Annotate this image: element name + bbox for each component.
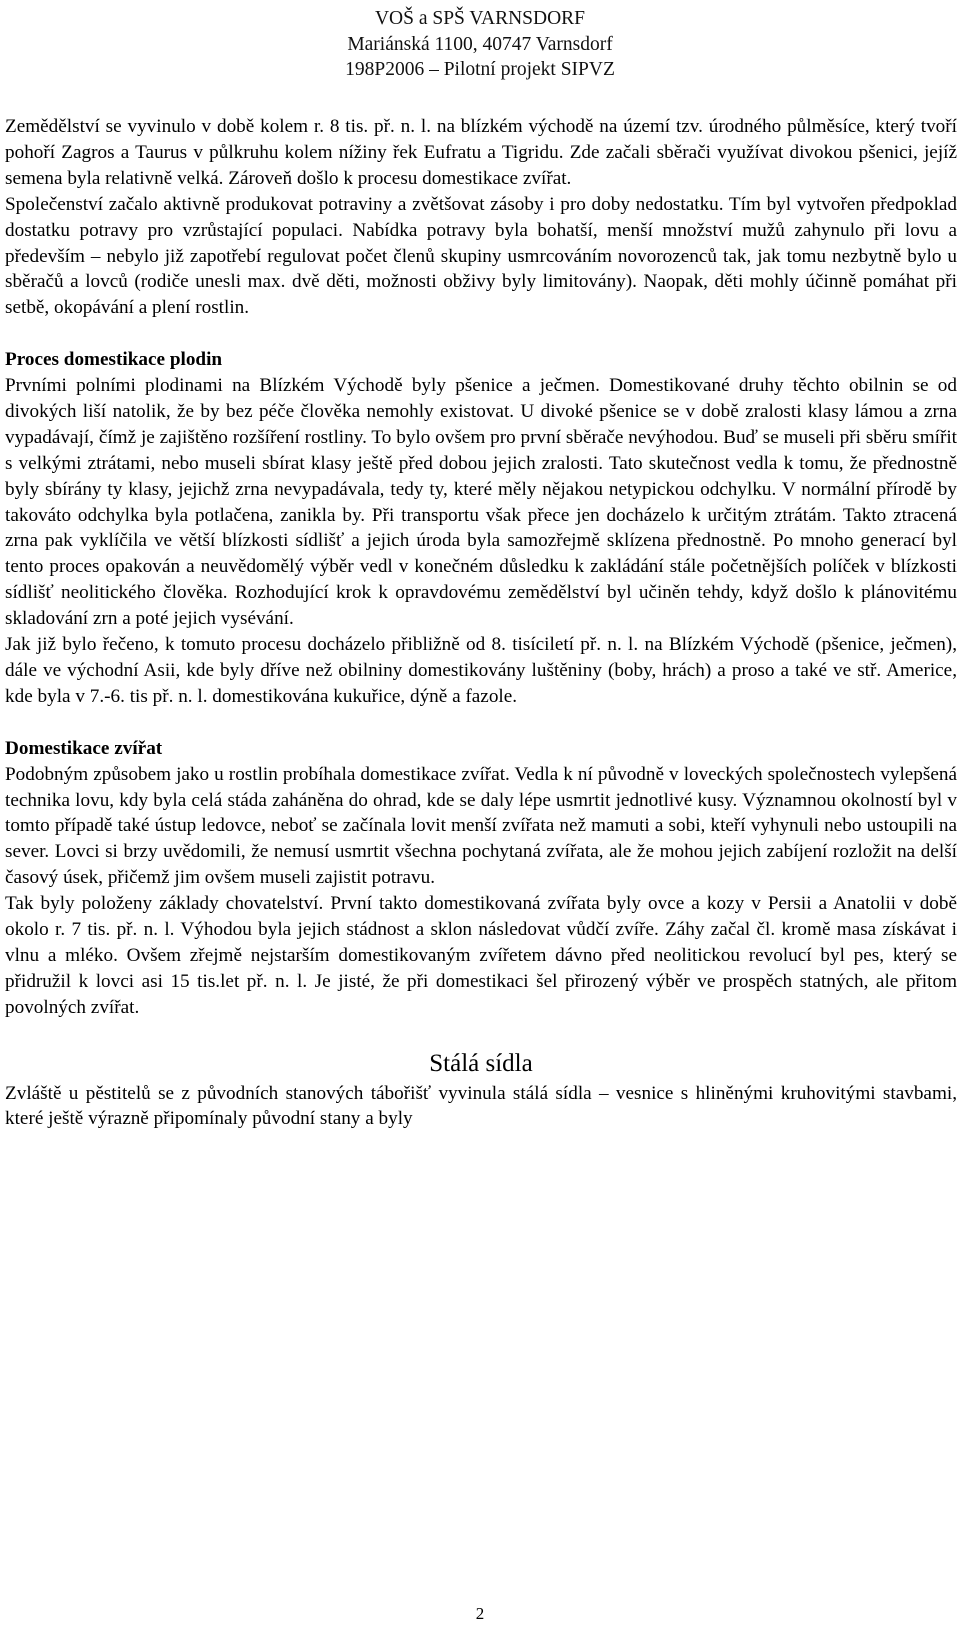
school-name: VOŠ a SPŠ VARNSDORF xyxy=(374,8,586,29)
paragraph-plant-domestication: Prvními polními plodinami na Blízkém Východě byly pšenice a ječmen. Domestikované druhy těchto obilnin se od divokých liší natolik, že by bez péče člověka nemohly existovat. U divoké pšenice se v době zralosti klasy lámou a zrna vypadávají, čímž je zajištěno rozšíření rostliny. To bylo ovšem pro první sběrače nevýhodou. Buď se museli při sběru smířit s velkými ztrátami, nebo museli sbírat klasy ještě před dobou jejich zralosti. Tato skutečnost vedla k tomu, že přednostně byly sbírány ty klasy, jejichž zrna nevypadávala, tedy ty, které měly nějakou netypickou odchylku. V normální přírodě by takováto odchylka byla potlačena, zanikla by. Při transportu však přece jen docházelo k určitým ztrátám. Takto ztracená zrna pak vyklíčila ve větší blízkosti sídlišť a jejich úroda byla samozřejmě sklízena přednostně. Po mnoho generací byl tento proces opakován a neuvědomělý výběr vedl v konečném důsledku k zakládání stále početnějších políček v blízkosti sídlišť neolitického člověka. Rozhodující krok k opravdovému zemědělství byl učiněn tehdy, když došlo k plánovitému skladování zrn a poté jejich vysévání. xyxy=(5,375,957,630)
document-header xyxy=(0,6,960,83)
project-id: 198P2006 – Pilotní projekt SIPVZ xyxy=(345,59,615,80)
spacer xyxy=(5,710,957,736)
spacer xyxy=(5,321,957,347)
section-heading-animal-domestication: Domestikace zvířat xyxy=(5,737,163,759)
paragraph-animal-breeding: Tak byly položeny základy chovatelství. První takto domestikovaná zvířata byly ovce a kozy v Persii a Anatolii v době okolo r. 7 tis. př. n. l. Výhodou byla jejich stádnost a sklon následovat vůdčí zvíře. Záhy začal čl. kromě masa získávat i vlnu a mléko. Ovšem zřejmě nejstarším domestikovaným zvířetem dávno před neolitickou revolucí byl pes, který se přidružil k lovci asi 15 tis.let př. n. l. Je jisté, že při domestikaci šel přirozený výběr ve prospěch statných, ale přitom povolných zvířat. xyxy=(5,893,957,1018)
spacer xyxy=(5,1021,957,1047)
paragraph-intro: Zemědělství se vyvinulo v době kolem r. 8 tis. př. n. l. na blízkém východě na území tzv. úrodného půlměsíce, který tvoří pohoří Zagros a Taurus v půlkruhu kolem nížiny řek Eufratu a Tigridu. Zde začali sběrači využívat divokou pšenici, jejíž semena byla relativně velká. Zároveň došlo k procesu domestikace zvířat. xyxy=(5,116,957,189)
page-number: 2 xyxy=(475,1604,485,1623)
document-body xyxy=(5,114,957,1132)
chapter-heading-settlements: Stálá sídla xyxy=(429,1049,533,1077)
paragraph-plant-regions: Jak již bylo řečeno, k tomuto procesu docházelo přibližně od 8. tisíciletí př. n. l. na Blízkém Východě (pšenice, ječmen), dále ve východní Asii, kde byly dříve než obilniny domestikovány luštěniny (boby, hrách) a proso a také ve stř. Americe, kde byla v 7.-6. tis př. n. l. domestikována kukuřice, dýně a fazole. xyxy=(5,634,957,707)
section-heading-plant-domestication: Proces domestikace plodin xyxy=(5,349,223,371)
paragraph-animal-domestication: Podobným způsobem jako u rostlin probíhala domestikace zvířat. Vedla k ní původně v loveckých společnostech vylepšená technika lovu, kdy byla celá stáda zaháněna do ohrad, kde se daly lépe usmrtit jednotlivé kusy. Významnou okolností byl v tomto případě také ústup ledovce, neboť se začínala lovit menší zvířata než mamuti a sobi, kteří vyhynuli nebo ustoupili na sever. Lovci si brzy uvědomili, že nemusí usmrtit všechna pochytaná zvířata, ale že mohou jejich zabíjení rozložit na delší časový úsek, přičemž jim ovšem museli zajistit potravu. xyxy=(5,763,957,889)
paragraph-society: Společenství začalo aktivně produkovat potraviny a zvětšovat zásoby i pro doby nedostatku. Tím byl vytvořen předpoklad dostatku potravy pro vzrůstající populaci. Nabídka potravy byla bohatší, menší množství mužů zahynulo při lovu a především – nebylo již zapotřebí regulovat počet členů skupiny usmrcováním novorozenců tak, jak tomu nezbytně bylo u sběračů a lovců (rodiče unesli max. dvě děti, možnosti obživy byly limitovány). Naopak, děti mohly účinně pomáhat při setbě, okopávání a plení rostlin. xyxy=(5,193,957,319)
paragraph-settlements: Zvláště u pěstitelů se z původních stanových tábořišť vyvinula stálá sídla – vesnice s hliněnými kruhovitými stavbami, které ještě výrazně připomínaly původní stany a byly xyxy=(5,1082,957,1130)
school-address: Mariánská 1100, 40747 Varnsdorf xyxy=(347,33,613,55)
